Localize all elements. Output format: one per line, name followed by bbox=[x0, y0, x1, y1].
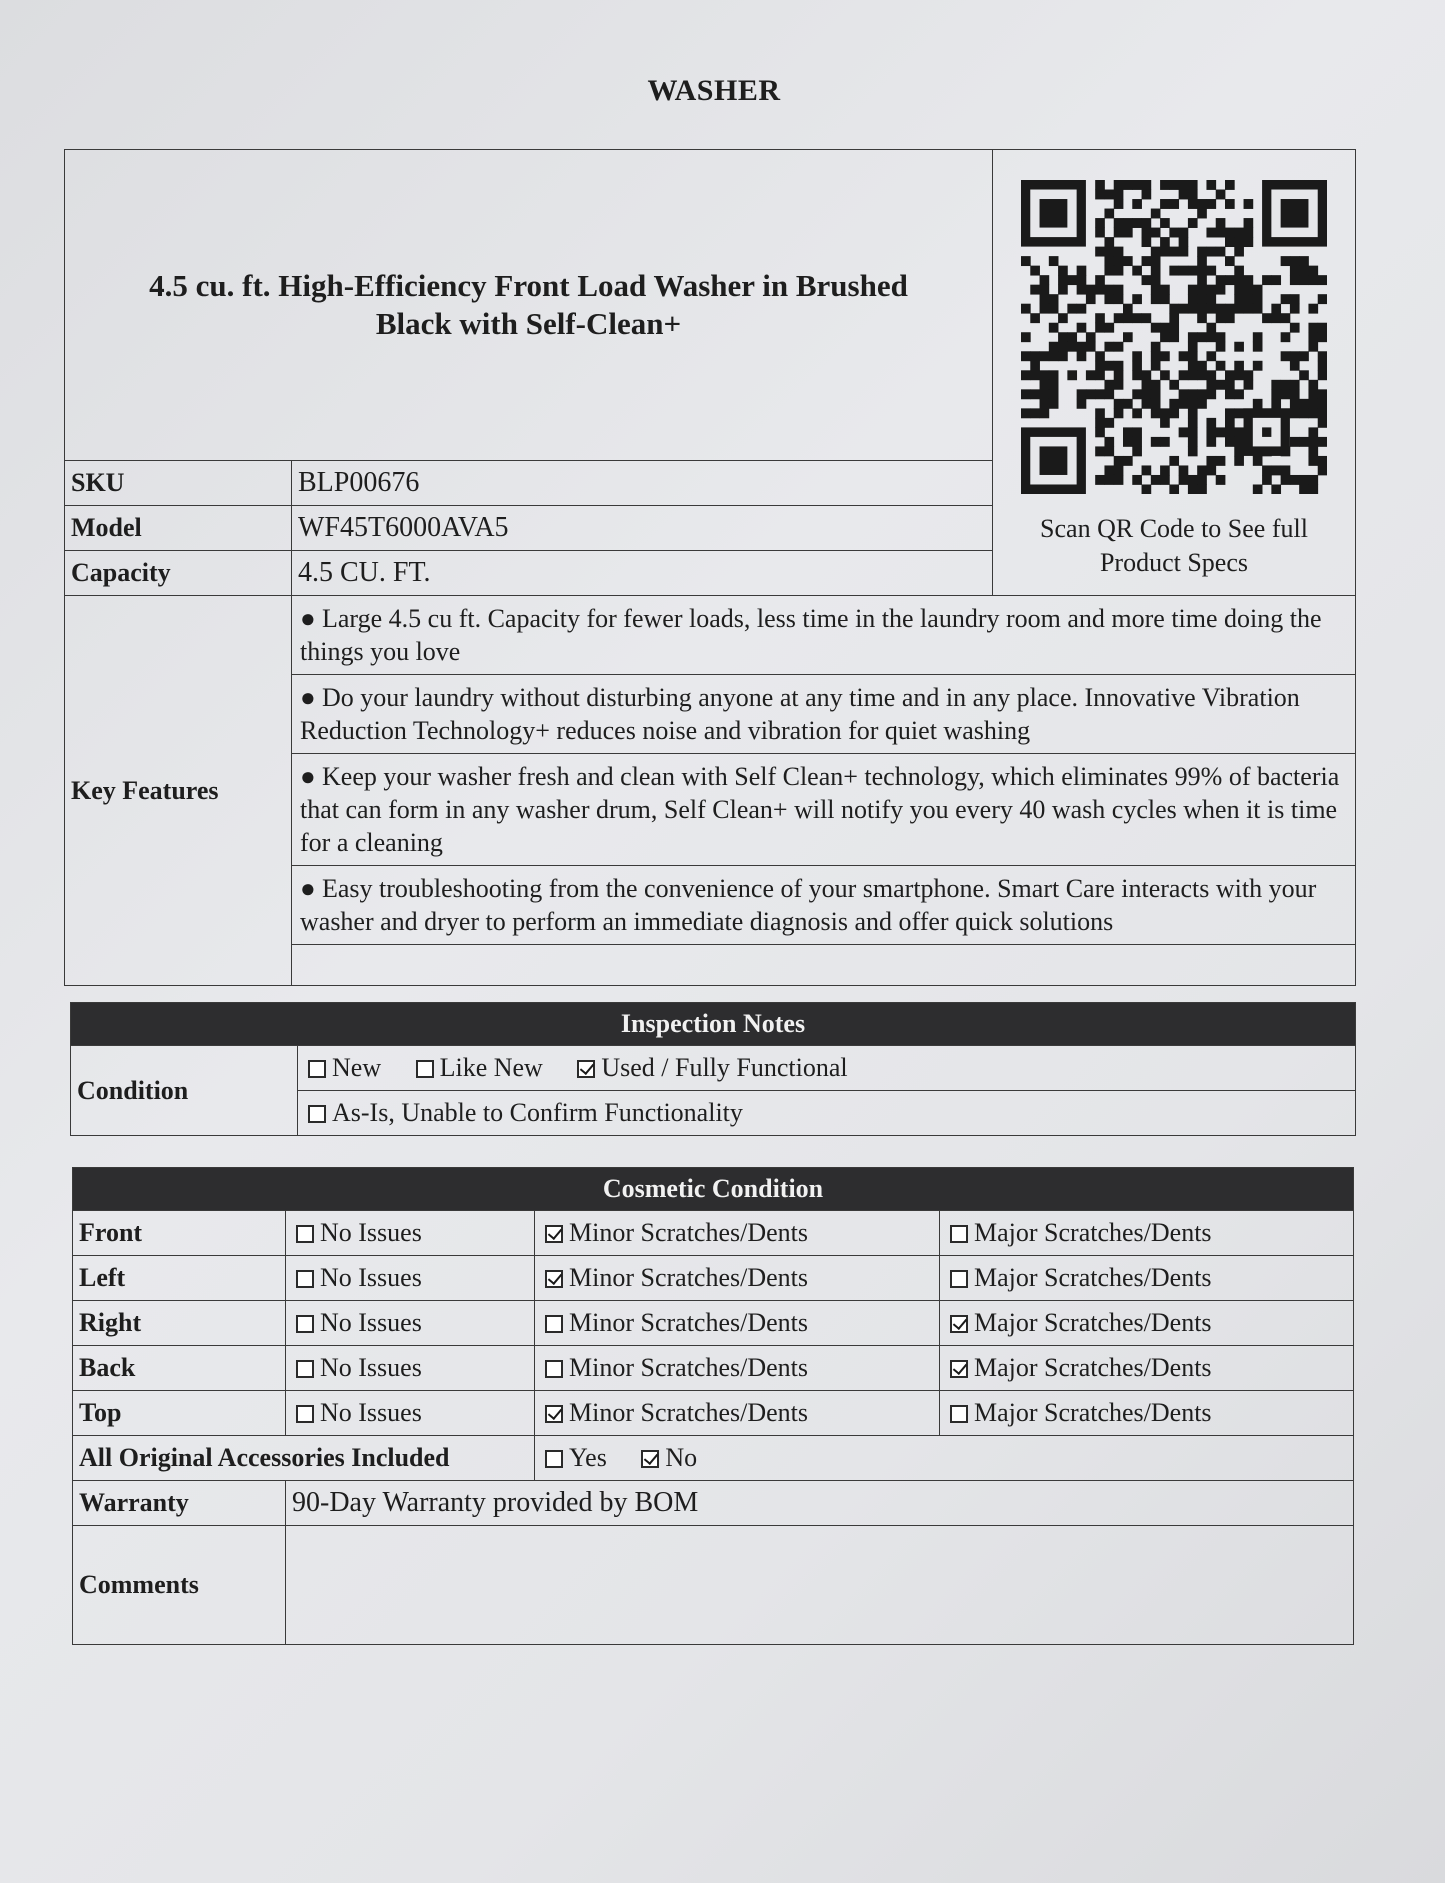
minor-option[interactable]: Minor Scratches/Dents bbox=[535, 1346, 940, 1391]
major-option[interactable]: Major Scratches/Dents bbox=[940, 1301, 1354, 1346]
condition-like-new-option[interactable]: Like New bbox=[412, 1053, 543, 1082]
bullet-icon: ● bbox=[300, 604, 316, 633]
condition-used-option[interactable]: Used / Fully Functional bbox=[573, 1053, 847, 1082]
comments-label: Comments bbox=[73, 1526, 286, 1645]
bullet-icon: ● bbox=[300, 874, 316, 903]
side-label: Front bbox=[73, 1211, 286, 1256]
model-value: WF45T6000AVA5 bbox=[292, 506, 993, 551]
capacity-value: 4.5 CU. FT. bbox=[292, 551, 993, 596]
checked-checkbox-icon[interactable] bbox=[545, 1405, 563, 1423]
page-title: WASHER bbox=[647, 74, 781, 107]
checkbox-icon[interactable] bbox=[296, 1405, 314, 1423]
checkbox-icon[interactable] bbox=[545, 1360, 563, 1378]
minor-option[interactable]: Minor Scratches/Dents bbox=[535, 1391, 940, 1436]
condition-label: Condition bbox=[71, 1046, 298, 1136]
checkbox-icon[interactable] bbox=[950, 1270, 968, 1288]
warranty-label: Warranty bbox=[73, 1481, 286, 1526]
product-title bbox=[65, 150, 993, 461]
feature-item: ● Do your laundry without disturbing anyone at any time and in any place. Innovative Vibration Reduction Technology+ reduces noise and vibration for quiet washing bbox=[292, 675, 1356, 754]
comments-field[interactable] bbox=[286, 1526, 1354, 1645]
checkbox-icon[interactable] bbox=[416, 1060, 434, 1078]
side-label: Right bbox=[73, 1301, 286, 1346]
accessories-yes-option[interactable]: Yes bbox=[541, 1443, 607, 1472]
condition-new-option[interactable]: New bbox=[304, 1053, 381, 1082]
no-issues-option[interactable]: No Issues bbox=[286, 1346, 535, 1391]
side-label: Back bbox=[73, 1346, 286, 1391]
qr-caption-line2: Product Specs bbox=[1099, 548, 1249, 577]
checked-checkbox-icon[interactable] bbox=[545, 1270, 563, 1288]
inspection-header: Inspection Notes bbox=[71, 1003, 1356, 1046]
checkbox-icon[interactable] bbox=[296, 1360, 314, 1378]
cosmetic-row bbox=[73, 1301, 1354, 1346]
sku-value: BLP00676 bbox=[292, 461, 993, 506]
no-issues-option[interactable]: No Issues bbox=[286, 1391, 535, 1436]
accessories-label: All Original Accessories Included bbox=[73, 1436, 535, 1481]
checked-checkbox-icon[interactable] bbox=[577, 1060, 595, 1078]
condition-as-is-option[interactable]: As-Is, Unable to Confirm Functionality bbox=[298, 1091, 1356, 1136]
checkbox-icon[interactable] bbox=[950, 1225, 968, 1243]
feature-empty-row bbox=[292, 945, 1356, 986]
accessories-options bbox=[535, 1436, 1354, 1481]
checkbox-icon[interactable] bbox=[296, 1225, 314, 1243]
capacity-label: Capacity bbox=[65, 551, 292, 596]
feature-item: ● Easy troubleshooting from the convenience of your smartphone. Smart Care interacts with your washer and dryer to perform an immediate diagnosis and offer quick solutions bbox=[292, 866, 1356, 945]
product-title-line2: Black with Self-Clean+ bbox=[375, 306, 682, 341]
qr-code-icon[interactable] bbox=[1021, 180, 1327, 494]
checkbox-icon[interactable] bbox=[545, 1315, 563, 1333]
key-features-label: Key Features bbox=[65, 596, 292, 986]
no-issues-option[interactable]: No Issues bbox=[286, 1256, 535, 1301]
checkbox-icon[interactable] bbox=[950, 1405, 968, 1423]
checkbox-icon[interactable] bbox=[308, 1060, 326, 1078]
cosmetic-row bbox=[73, 1211, 1354, 1256]
product-title-line1: 4.5 cu. ft. High-Efficiency Front Load Washer in Brushed bbox=[149, 268, 908, 303]
condition-options-row bbox=[298, 1046, 1356, 1091]
checkbox-icon[interactable] bbox=[308, 1105, 326, 1123]
checked-checkbox-icon[interactable] bbox=[950, 1315, 968, 1333]
no-issues-option[interactable]: No Issues bbox=[286, 1211, 535, 1256]
checked-checkbox-icon[interactable] bbox=[641, 1450, 659, 1468]
feature-item: ● Keep your washer fresh and clean with Self Clean+ technology, which eliminates 99% of bacteria that can form in any washer drum, Self Clean+ will notify you every 40 wash cycles when it is time for a cleaning bbox=[292, 754, 1356, 866]
checkbox-icon[interactable] bbox=[296, 1315, 314, 1333]
major-option[interactable]: Major Scratches/Dents bbox=[940, 1346, 1354, 1391]
product-table bbox=[64, 149, 1356, 986]
inspection-table bbox=[70, 1002, 1356, 1136]
bullet-icon: ● bbox=[300, 683, 316, 712]
major-option[interactable]: Major Scratches/Dents bbox=[940, 1391, 1354, 1436]
qr-caption-line1: Scan QR Code to See full bbox=[1040, 514, 1308, 543]
no-issues-option[interactable]: No Issues bbox=[286, 1301, 535, 1346]
cosmetic-row bbox=[73, 1256, 1354, 1301]
cosmetic-row bbox=[73, 1391, 1354, 1436]
checkbox-icon[interactable] bbox=[545, 1450, 563, 1468]
feature-item: ● Large 4.5 cu ft. Capacity for fewer loads, less time in the laundry room and more time doing the things you love bbox=[292, 596, 1356, 675]
minor-option[interactable]: Minor Scratches/Dents bbox=[535, 1301, 940, 1346]
minor-option[interactable]: Minor Scratches/Dents bbox=[535, 1256, 940, 1301]
major-option[interactable]: Major Scratches/Dents bbox=[940, 1211, 1354, 1256]
accessories-no-option[interactable]: No bbox=[637, 1443, 697, 1472]
model-label: Model bbox=[65, 506, 292, 551]
checked-checkbox-icon[interactable] bbox=[545, 1225, 563, 1243]
side-label: Top bbox=[73, 1391, 286, 1436]
sku-label: SKU bbox=[65, 461, 292, 506]
cosmetic-header: Cosmetic Condition bbox=[73, 1168, 1354, 1211]
warranty-value: 90-Day Warranty provided by BOM bbox=[286, 1481, 1354, 1526]
major-option[interactable]: Major Scratches/Dents bbox=[940, 1256, 1354, 1301]
side-label: Left bbox=[73, 1256, 286, 1301]
cosmetic-table bbox=[72, 1167, 1354, 1645]
minor-option[interactable]: Minor Scratches/Dents bbox=[535, 1211, 940, 1256]
cosmetic-row bbox=[73, 1346, 1354, 1391]
checked-checkbox-icon[interactable] bbox=[950, 1360, 968, 1378]
checkbox-icon[interactable] bbox=[296, 1270, 314, 1288]
bullet-icon: ● bbox=[300, 762, 316, 791]
qr-cell bbox=[993, 150, 1356, 596]
